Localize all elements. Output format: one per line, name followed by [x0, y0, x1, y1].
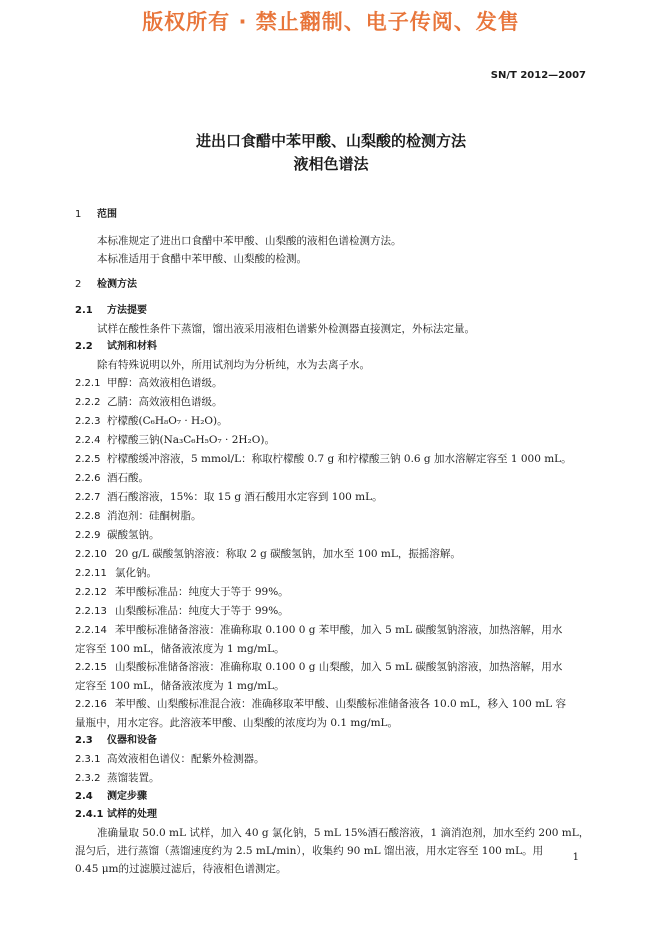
item-number: 2.2.15: [75, 662, 107, 673]
subsection-title: 测定步骤: [107, 791, 147, 802]
document-subtitle: 液相色谱法: [293, 155, 369, 173]
item-text: 山梨酸标准品：纯度大于等于 99%。: [115, 605, 289, 617]
item-text: 乙腈：高效液相色谱级。: [107, 396, 223, 408]
item-number: 2.2.13: [75, 606, 107, 617]
subsection-heading: [75, 788, 587, 806]
subsection-number: 2.2: [75, 341, 93, 352]
item-continuation: 量瓶中，用水定容。此溶液苯甲酸、山梨酸的浓度均为 0.1 mg/mL。: [75, 717, 399, 729]
paragraph-line: 0.45 μm的过滤膜过滤后，待液相色谱测定。: [75, 863, 287, 875]
item-text: 柠檬酸三钠(Na₃C₆H₅O₇ · 2H₂O)。: [107, 434, 275, 446]
subsection-heading: [75, 732, 587, 750]
list-item: [75, 507, 587, 526]
list-item: [75, 526, 587, 545]
item-number: 2.2.12: [75, 587, 107, 598]
item-number: 2.2.4: [75, 435, 101, 446]
item-number: 2.2.16: [75, 699, 107, 710]
list-item: [75, 488, 587, 507]
subsection-title: 仪器和设备: [107, 735, 157, 746]
item-number: 2.2.7: [75, 492, 101, 503]
subsection-number: 2.1: [75, 305, 93, 316]
section-2-heading: [75, 276, 587, 294]
subsection-title: 试剂和材料: [107, 341, 157, 352]
item-text: 酒石酸。: [107, 472, 149, 484]
list-item: [75, 583, 587, 602]
list-item: [75, 602, 587, 621]
subsection-heading: [75, 338, 587, 356]
list-item: [75, 769, 587, 788]
item-number: 2.2.3: [75, 416, 101, 427]
paragraph-line: 混匀后，进行蒸馏（蒸馏速度约为 2.5 mL/min），收集约 90 mL 馏出液，用水定容至 100 mL。用: [75, 845, 544, 857]
document-title: 进出口食醋中苯甲酸、山梨酸的检测方法: [195, 132, 466, 150]
item-text: 柠檬酸(C₆H₈O₇ · H₂O)。: [107, 415, 228, 427]
item-number: 2.2.1: [75, 378, 101, 389]
item-text: 碳酸氢钠。: [107, 529, 160, 541]
item-text: 山梨酸标准储备溶液：准确称取 0.100 0 g 山梨酸，加入 5 mL 碳酸氢钠溶液，加热溶解，用水: [115, 661, 563, 673]
list-item: [75, 621, 587, 640]
item-number: 2.2.9: [75, 530, 101, 541]
subsection-heading: [75, 806, 587, 824]
list-item: [75, 450, 587, 469]
paragraph-line: 准确量取 50.0 mL 试样，加入 40 g 氯化钠，5 mL 15%酒石酸溶液，1 滴消泡剂，加水至约 200 mL，: [97, 827, 590, 839]
item-number: 2.3.2: [75, 773, 101, 784]
subsection-number: 2.4: [75, 791, 93, 802]
section-title: 检测方法: [97, 279, 137, 290]
section-title: 范围: [97, 209, 117, 220]
item-number: 2.2.5: [75, 454, 101, 465]
item-text: 酒石酸溶液，15%：取 15 g 酒石酸用水定容到 100 mL。: [107, 491, 383, 503]
list-item: [75, 750, 587, 769]
subsection-title: 方法提要: [107, 305, 147, 316]
paragraph: 试样在酸性条件下蒸馏，馏出液采用液相色谱紫外检测器直接测定，外标法定量。: [97, 323, 475, 335]
item-number: 2.2.6: [75, 473, 101, 484]
item-text: 甲醇：高效液相色谱级。: [107, 377, 223, 389]
list-item: [75, 695, 587, 714]
item-text: 苯甲酸标准储备溶液：准确称取 0.100 0 g 苯甲酸，加入 5 mL 碳酸氢钠溶液，加热溶解，用水: [115, 624, 563, 636]
standard-code: SN/T 2012—2007: [490, 70, 586, 81]
list-item: [75, 469, 587, 488]
item-text: 蒸馏装置。: [107, 772, 160, 784]
subsection-title: 试样的处理: [107, 809, 157, 820]
list-item: [75, 374, 587, 393]
item-number: 2.2.8: [75, 511, 101, 522]
copyright-banner: 版权所有 · 禁止翻制、电子传阅、发售: [142, 10, 520, 34]
list-item: [75, 393, 587, 412]
list-item: [75, 658, 587, 677]
paragraph: 除有特殊说明以外，所用试剂均为分析纯，水为去离子水。: [97, 359, 370, 371]
section-1-heading: [75, 206, 587, 224]
item-number: 2.2.11: [75, 568, 107, 579]
item-number: 2.3.1: [75, 754, 101, 765]
list-item: [75, 545, 587, 564]
item-text: 苯甲酸标准品：纯度大于等于 99%。: [115, 586, 289, 598]
item-number: 2.2.10: [75, 549, 107, 560]
paragraph: 本标准规定了进出口食醋中苯甲酸、山梨酸的液相色谱检测方法。: [97, 235, 402, 247]
document-body: [75, 206, 590, 878]
section-number: 1: [75, 209, 82, 220]
subsection-number: 2.4.1: [75, 809, 104, 820]
item-text: 高效液相色谱仪：配紫外检测器。: [107, 753, 265, 765]
item-text: 苯甲酸、山梨酸标准混合液：准确移取苯甲酸、山梨酸标准储备液各 10.0 mL，移入 100 mL 容: [115, 698, 566, 710]
item-number: 2.2.14: [75, 625, 107, 636]
subsection-number: 2.3: [75, 735, 93, 746]
page-number: 1: [572, 852, 579, 863]
list-item: [75, 412, 587, 431]
item-continuation: 定容至 100 mL，储备液浓度为 1 mg/mL。: [75, 643, 285, 655]
item-text: 消泡剂：硅酮树脂。: [107, 510, 202, 522]
item-text: 氯化钠。: [115, 567, 157, 579]
item-continuation: 定容至 100 mL，储备液浓度为 1 mg/mL。: [75, 680, 285, 692]
list-item: [75, 431, 587, 450]
subsection-heading: [75, 302, 587, 320]
item-text: 20 g/L 碳酸氢钠溶液：称取 2 g 碳酸氢钠，加水至 100 mL，振摇溶解。: [115, 548, 461, 560]
section-number: 2: [75, 279, 82, 290]
paragraph: 本标准适用于食醋中苯甲酸、山梨酸的检测。: [97, 253, 307, 265]
item-text: 柠檬酸缓冲溶液，5 mmol/L：称取柠檬酸 0.7 g 和柠檬酸三钠 0.6 g 加水溶解定容至 1 000 mL。: [107, 453, 572, 465]
item-number: 2.2.2: [75, 397, 101, 408]
list-item: [75, 564, 587, 583]
